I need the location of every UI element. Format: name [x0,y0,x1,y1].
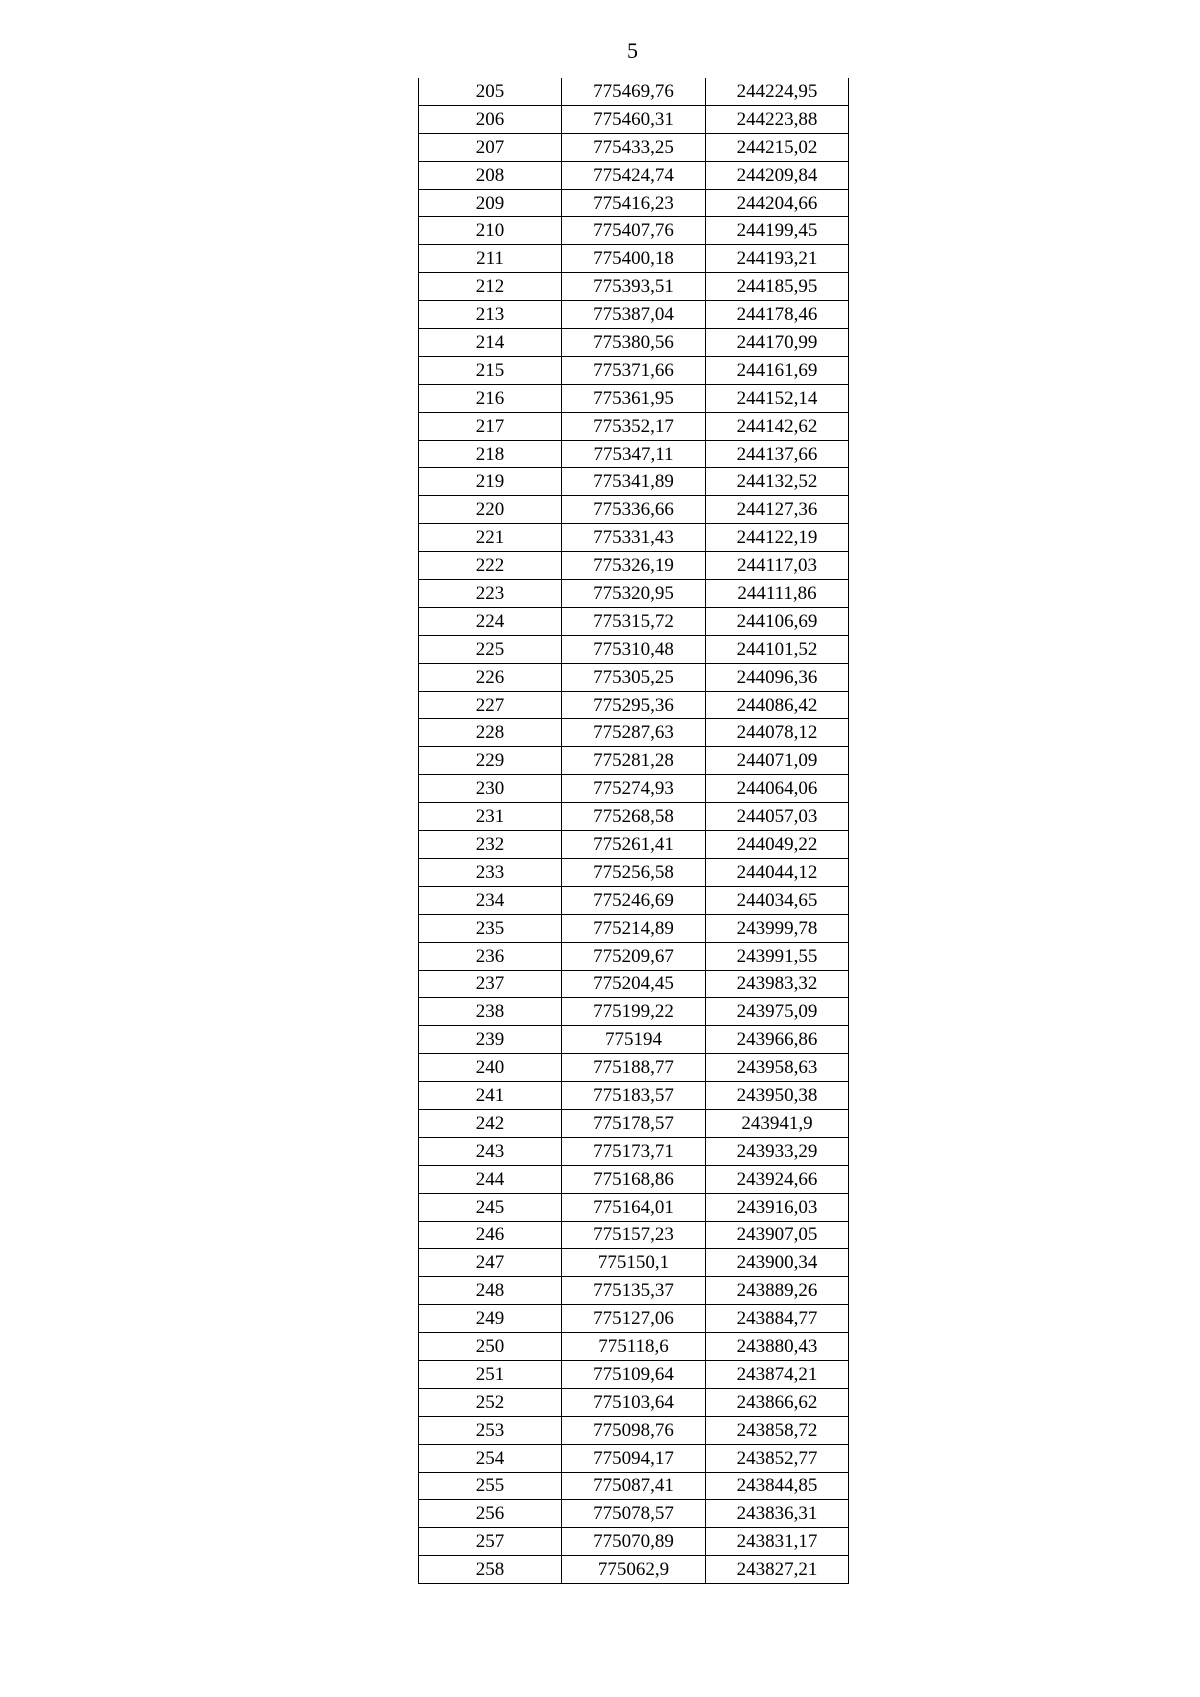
x-coordinate-cell: 775135,37 [562,1277,706,1305]
y-coordinate-cell: 244137,66 [706,440,849,468]
point-number-cell: 205 [419,78,562,105]
x-coordinate-cell: 775127,06 [562,1305,706,1333]
x-coordinate-cell: 775361,95 [562,384,706,412]
y-coordinate-cell: 244199,45 [706,217,849,245]
y-coordinate-cell: 244204,66 [706,189,849,217]
x-coordinate-cell: 775416,23 [562,189,706,217]
point-number-cell: 232 [419,831,562,859]
table-row [419,1277,849,1305]
x-coordinate-cell: 775287,63 [562,719,706,747]
y-coordinate-cell: 243941,9 [706,1109,849,1137]
y-coordinate-cell: 243907,05 [706,1221,849,1249]
point-number-cell: 222 [419,552,562,580]
x-coordinate-cell: 775173,71 [562,1137,706,1165]
y-coordinate-cell: 243884,77 [706,1305,849,1333]
table-row [419,1305,849,1333]
x-coordinate-cell: 775295,36 [562,691,706,719]
x-coordinate-cell: 775407,76 [562,217,706,245]
x-coordinate-cell: 775209,67 [562,942,706,970]
point-number-cell: 241 [419,1082,562,1110]
x-coordinate-cell: 775078,57 [562,1500,706,1528]
table-row [419,301,849,329]
point-number-cell: 207 [419,133,562,161]
point-number-cell: 245 [419,1193,562,1221]
point-number-cell: 237 [419,970,562,998]
table-row [419,747,849,775]
x-coordinate-cell: 775261,41 [562,831,706,859]
point-number-cell: 218 [419,440,562,468]
point-number-cell: 250 [419,1333,562,1361]
y-coordinate-cell: 243844,85 [706,1472,849,1500]
table-row [419,803,849,831]
point-number-cell: 231 [419,803,562,831]
y-coordinate-cell: 243827,21 [706,1556,849,1584]
table-row [419,524,849,552]
point-number-cell: 226 [419,663,562,691]
y-coordinate-cell: 243916,03 [706,1193,849,1221]
x-coordinate-cell: 775460,31 [562,105,706,133]
table-row [419,189,849,217]
x-coordinate-cell: 775371,66 [562,356,706,384]
y-coordinate-cell: 244152,14 [706,384,849,412]
y-coordinate-cell: 244193,21 [706,245,849,273]
table-row [419,1165,849,1193]
table-row [419,1360,849,1388]
x-coordinate-cell: 775199,22 [562,998,706,1026]
table-row [419,635,849,663]
y-coordinate-cell: 243950,38 [706,1082,849,1110]
x-coordinate-cell: 775194 [562,1026,706,1054]
point-number-cell: 214 [419,329,562,357]
y-coordinate-cell: 244132,52 [706,468,849,496]
y-coordinate-cell: 243991,55 [706,942,849,970]
point-number-cell: 229 [419,747,562,775]
y-coordinate-cell: 244071,09 [706,747,849,775]
point-number-cell: 239 [419,1026,562,1054]
y-coordinate-cell: 244044,12 [706,858,849,886]
x-coordinate-cell: 775103,64 [562,1388,706,1416]
point-number-cell: 255 [419,1472,562,1500]
y-coordinate-cell: 243858,72 [706,1416,849,1444]
table-row [419,607,849,635]
table-row [419,886,849,914]
x-coordinate-cell: 775188,77 [562,1054,706,1082]
table-row [419,105,849,133]
x-coordinate-cell: 775204,45 [562,970,706,998]
point-number-cell: 217 [419,412,562,440]
x-coordinate-cell: 775326,19 [562,552,706,580]
y-coordinate-cell: 244185,95 [706,273,849,301]
x-coordinate-cell: 775062,9 [562,1556,706,1584]
x-coordinate-cell: 775214,89 [562,914,706,942]
y-coordinate-cell: 243999,78 [706,914,849,942]
point-number-cell: 216 [419,384,562,412]
y-coordinate-cell: 244215,02 [706,133,849,161]
x-coordinate-cell: 775336,66 [562,496,706,524]
table-row [419,1556,849,1584]
point-number-cell: 236 [419,942,562,970]
table-row [419,245,849,273]
y-coordinate-cell: 243889,26 [706,1277,849,1305]
table-row [419,1416,849,1444]
point-number-cell: 210 [419,217,562,245]
table-row [419,719,849,747]
table-row [419,775,849,803]
x-coordinate-cell: 775387,04 [562,301,706,329]
table-row [419,468,849,496]
point-number-cell: 221 [419,524,562,552]
y-coordinate-cell: 244096,36 [706,663,849,691]
point-number-cell: 242 [419,1109,562,1137]
point-number-cell: 219 [419,468,562,496]
x-coordinate-cell: 775315,72 [562,607,706,635]
table-row [419,1528,849,1556]
point-number-cell: 209 [419,189,562,217]
x-coordinate-cell: 775070,89 [562,1528,706,1556]
point-number-cell: 249 [419,1305,562,1333]
table-row [419,914,849,942]
point-number-cell: 234 [419,886,562,914]
x-coordinate-cell: 775274,93 [562,775,706,803]
point-number-cell: 240 [419,1054,562,1082]
x-coordinate-cell: 775347,11 [562,440,706,468]
point-number-cell: 228 [419,719,562,747]
table-row [419,356,849,384]
table-row [419,1388,849,1416]
table-row [419,273,849,301]
table-row [419,580,849,608]
x-coordinate-cell: 775393,51 [562,273,706,301]
point-number-cell: 251 [419,1360,562,1388]
point-number-cell: 248 [419,1277,562,1305]
table-row [419,1472,849,1500]
point-number-cell: 254 [419,1444,562,1472]
point-number-cell: 233 [419,858,562,886]
x-coordinate-cell: 775168,86 [562,1165,706,1193]
y-coordinate-cell: 244170,99 [706,329,849,357]
x-coordinate-cell: 775109,64 [562,1360,706,1388]
x-coordinate-cell: 775424,74 [562,161,706,189]
point-number-cell: 246 [419,1221,562,1249]
table-row [419,1333,849,1361]
table-row [419,1054,849,1082]
point-number-cell: 238 [419,998,562,1026]
point-number-cell: 227 [419,691,562,719]
y-coordinate-cell: 244178,46 [706,301,849,329]
table-row [419,663,849,691]
point-number-cell: 230 [419,775,562,803]
table-row [419,1193,849,1221]
table-row [419,329,849,357]
x-coordinate-cell: 775341,89 [562,468,706,496]
x-coordinate-cell: 775157,23 [562,1221,706,1249]
y-coordinate-cell: 243933,29 [706,1137,849,1165]
table-row [419,831,849,859]
point-number-cell: 224 [419,607,562,635]
point-number-cell: 257 [419,1528,562,1556]
y-coordinate-cell: 243836,31 [706,1500,849,1528]
table-row [419,970,849,998]
y-coordinate-cell: 243924,66 [706,1165,849,1193]
y-coordinate-cell: 243880,43 [706,1333,849,1361]
table-row [419,691,849,719]
y-coordinate-cell: 243966,86 [706,1026,849,1054]
y-coordinate-cell: 244064,06 [706,775,849,803]
table-row [419,1137,849,1165]
page-number: 5 [627,38,638,63]
point-number-cell: 206 [419,105,562,133]
y-coordinate-cell: 243958,63 [706,1054,849,1082]
table-row [419,1221,849,1249]
x-coordinate-cell: 775380,56 [562,329,706,357]
y-coordinate-cell: 244086,42 [706,691,849,719]
x-coordinate-cell: 775087,41 [562,1472,706,1500]
y-coordinate-cell: 244049,22 [706,831,849,859]
y-coordinate-cell: 244117,03 [706,552,849,580]
y-coordinate-cell: 244078,12 [706,719,849,747]
y-coordinate-cell: 244122,19 [706,524,849,552]
x-coordinate-cell: 775268,58 [562,803,706,831]
table-row [419,998,849,1026]
table-row [419,217,849,245]
table-row [419,161,849,189]
table-row [419,1082,849,1110]
y-coordinate-cell: 244224,95 [706,78,849,105]
point-number-cell: 252 [419,1388,562,1416]
point-number-cell: 256 [419,1500,562,1528]
table-row [419,942,849,970]
x-coordinate-cell: 775305,25 [562,663,706,691]
point-number-cell: 258 [419,1556,562,1584]
x-coordinate-cell: 775310,48 [562,635,706,663]
table-row [419,384,849,412]
coordinates-table [418,78,849,1584]
point-number-cell: 208 [419,161,562,189]
point-number-cell: 225 [419,635,562,663]
x-coordinate-cell: 775150,1 [562,1249,706,1277]
y-coordinate-cell: 244209,84 [706,161,849,189]
x-coordinate-cell: 775256,58 [562,858,706,886]
point-number-cell: 253 [419,1416,562,1444]
point-number-cell: 212 [419,273,562,301]
table-row [419,858,849,886]
y-coordinate-cell: 244101,52 [706,635,849,663]
table-row [419,133,849,161]
x-coordinate-cell: 775178,57 [562,1109,706,1137]
table-row [419,552,849,580]
y-coordinate-cell: 243900,34 [706,1249,849,1277]
point-number-cell: 223 [419,580,562,608]
x-coordinate-cell: 775246,69 [562,886,706,914]
x-coordinate-cell: 775352,17 [562,412,706,440]
x-coordinate-cell: 775469,76 [562,78,706,105]
point-number-cell: 215 [419,356,562,384]
y-coordinate-cell: 243983,32 [706,970,849,998]
point-number-cell: 211 [419,245,562,273]
point-number-cell: 213 [419,301,562,329]
y-coordinate-cell: 244142,62 [706,412,849,440]
table-row [419,78,849,105]
y-coordinate-cell: 243831,17 [706,1528,849,1556]
x-coordinate-cell: 775331,43 [562,524,706,552]
x-coordinate-cell: 775320,95 [562,580,706,608]
point-number-cell: 235 [419,914,562,942]
x-coordinate-cell: 775400,18 [562,245,706,273]
y-coordinate-cell: 244057,03 [706,803,849,831]
table-row [419,1500,849,1528]
x-coordinate-cell: 775094,17 [562,1444,706,1472]
point-number-cell: 220 [419,496,562,524]
y-coordinate-cell: 243975,09 [706,998,849,1026]
table-row [419,1249,849,1277]
x-coordinate-cell: 775433,25 [562,133,706,161]
point-number-cell: 244 [419,1165,562,1193]
y-coordinate-cell: 243866,62 [706,1388,849,1416]
x-coordinate-cell: 775183,57 [562,1082,706,1110]
table-row [419,440,849,468]
table-row [419,1026,849,1054]
table-row [419,496,849,524]
y-coordinate-cell: 243874,21 [706,1360,849,1388]
table-row [419,1444,849,1472]
point-number-cell: 243 [419,1137,562,1165]
x-coordinate-cell: 775164,01 [562,1193,706,1221]
coordinates-table-body [419,78,849,1584]
table-row [419,1109,849,1137]
x-coordinate-cell: 775118,6 [562,1333,706,1361]
y-coordinate-cell: 244106,69 [706,607,849,635]
y-coordinate-cell: 244223,88 [706,105,849,133]
y-coordinate-cell: 244034,65 [706,886,849,914]
y-coordinate-cell: 244161,69 [706,356,849,384]
table-row [419,412,849,440]
point-number-cell: 247 [419,1249,562,1277]
x-coordinate-cell: 775098,76 [562,1416,706,1444]
x-coordinate-cell: 775281,28 [562,747,706,775]
y-coordinate-cell: 244111,86 [706,580,849,608]
y-coordinate-cell: 243852,77 [706,1444,849,1472]
y-coordinate-cell: 244127,36 [706,496,849,524]
